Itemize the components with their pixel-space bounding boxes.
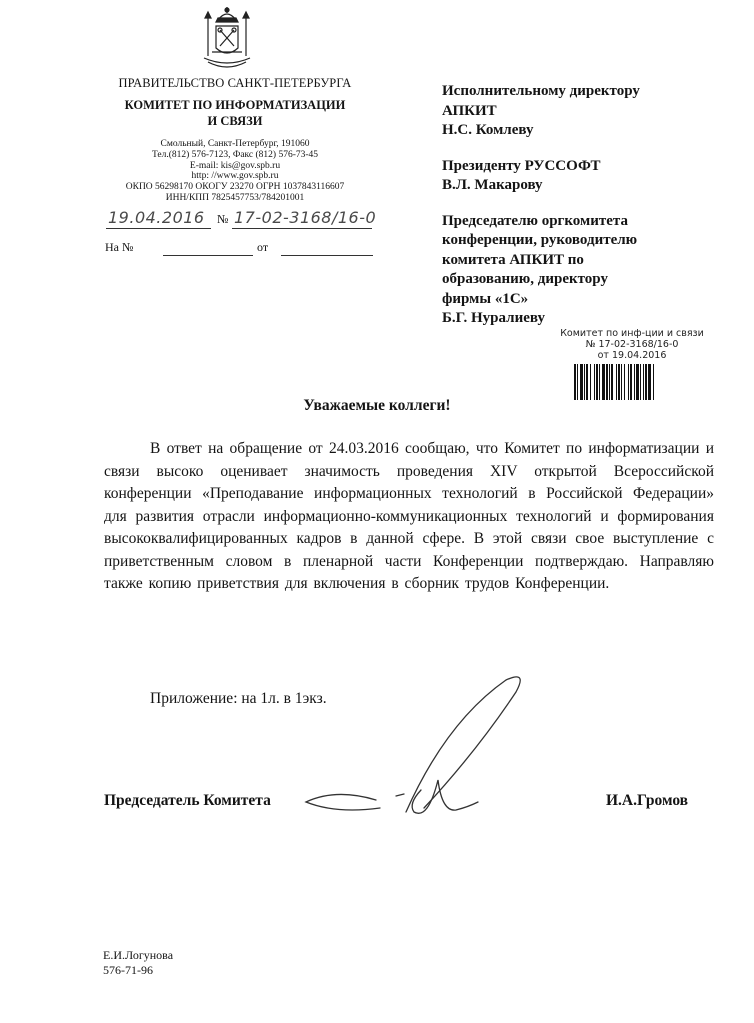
barcode-bar bbox=[602, 364, 605, 400]
barcode-bar bbox=[599, 364, 600, 400]
addressee-3 bbox=[442, 212, 732, 329]
barcode-bar bbox=[577, 364, 578, 400]
addressee-line: образованию, директору bbox=[442, 271, 608, 287]
reply-date-label: от bbox=[257, 240, 269, 254]
barcode-bar bbox=[624, 364, 625, 400]
addressees-block bbox=[442, 82, 732, 345]
barcode-bar bbox=[611, 364, 613, 400]
barcode-bar bbox=[618, 364, 620, 400]
barcode-bar bbox=[630, 364, 632, 400]
barcode-bar bbox=[636, 364, 639, 400]
letter-body: В ответ на обращение от 24.03.2016 сообщаю, что Комитет по информатизации и связи высоко оценивает значимость проведения XIV открытой Всероссийской конференции «Преподавание информационных технологий в Российской Федерации» для развития отрасли информационно-коммуникационных технологий и формирования высококвалифицированных кадров в данной сфере. В этой связи свое выступление с приветственным словом в пленарной части Конференции подтверждаю. Направляю также копию приветствия для включения в сборник трудов Конференции. bbox=[104, 440, 714, 592]
addressee-line: Н.С. Комлеву bbox=[442, 122, 534, 138]
signatory-title: Председатель Комитета bbox=[104, 792, 271, 809]
addressee-line: АПКИТ bbox=[442, 102, 497, 119]
barcode-bar bbox=[643, 364, 644, 400]
sender-phone-fax: Тел.(812) 576-7123, Факс (812) 576-73-45 bbox=[151, 149, 319, 160]
barcode-bar bbox=[621, 364, 622, 400]
barcode-image bbox=[574, 364, 690, 400]
salutation: Уважаемые коллеги! bbox=[303, 397, 451, 414]
barcode-bar bbox=[596, 364, 598, 400]
barcode-bar bbox=[580, 364, 583, 400]
addressee-1 bbox=[442, 82, 732, 141]
barcode-bar bbox=[628, 364, 629, 400]
sender-codes: ОКПО 56298170 ОКОГУ 23270 ОГРН 1037843116607 bbox=[125, 182, 345, 193]
reply-date-line bbox=[281, 255, 373, 256]
addressee-2 bbox=[442, 157, 732, 196]
addressee-line: фирмы «1С» bbox=[442, 290, 529, 307]
sender-block bbox=[100, 76, 370, 204]
stamp-number: № 17-02-3168/16-0 bbox=[585, 339, 679, 350]
signatory-name: И.А.Громов bbox=[606, 792, 689, 809]
barcode-bar bbox=[590, 364, 591, 400]
reply-number-line bbox=[163, 255, 253, 256]
outgoing-registration bbox=[104, 206, 384, 232]
barcode-bar bbox=[609, 364, 610, 400]
executor-name: Е.И.Логунова bbox=[103, 948, 174, 962]
sender-government: ПРАВИТЕЛЬСТВО САНКТ-ПЕТЕРБУРГА bbox=[118, 76, 352, 90]
addressee-line: комитета АПКИТ по bbox=[442, 251, 584, 268]
executor-phone: 576-71-96 bbox=[103, 963, 153, 977]
handwritten-signature bbox=[296, 662, 546, 832]
outgoing-date-line bbox=[106, 228, 211, 229]
stamp-organization: Комитет по инф-ции и связи bbox=[560, 328, 704, 339]
barcode-bar bbox=[616, 364, 617, 400]
reply-number-label: На № bbox=[105, 240, 134, 254]
barcode-bar bbox=[653, 364, 654, 400]
barcode-bar bbox=[574, 364, 576, 400]
coat-of-arms-emblem bbox=[196, 6, 258, 72]
executor-block bbox=[103, 948, 173, 978]
sender-address: Смольный, Санкт-Петербург, 191060 bbox=[160, 139, 310, 149]
barcode-bar bbox=[594, 364, 595, 400]
barcode-bar bbox=[645, 364, 647, 400]
registration-stamp bbox=[546, 328, 718, 408]
addressee-line: конференции, руководителю bbox=[442, 232, 638, 248]
sender-committee-line1: КОМИТЕТ ПО ИНФОРМАТИЗАЦИИ bbox=[124, 98, 346, 112]
sender-email: E-mail: kis@gov.spb.ru bbox=[189, 160, 281, 171]
addressee-line: В.Л. Макарову bbox=[442, 177, 543, 193]
barcode-bar bbox=[634, 364, 635, 400]
barcode-bar bbox=[640, 364, 641, 400]
addressee-line: Президенту РУССОФТ bbox=[442, 157, 601, 174]
outgoing-number-line bbox=[232, 228, 372, 229]
outgoing-number: 17-02-3168/16-0 bbox=[234, 208, 377, 227]
outgoing-number-sign: № bbox=[217, 212, 229, 226]
addressee-line: Председателю оргкомитета bbox=[442, 212, 628, 229]
sender-committee-line2: И СВЯЗИ bbox=[207, 114, 263, 128]
sender-inn: ИНН/КПП 7825457753/784201001 bbox=[165, 192, 305, 203]
barcode-bar bbox=[586, 364, 588, 400]
barcode-bar bbox=[606, 364, 608, 400]
addressee-line: Исполнительному директору bbox=[442, 83, 640, 99]
addressee-line: Б.Г. Нуралиеву bbox=[442, 310, 545, 326]
outgoing-date: 19.04.2016 bbox=[108, 208, 205, 227]
barcode-bar bbox=[584, 364, 585, 400]
stamp-date: от 19.04.2016 bbox=[597, 350, 667, 361]
barcode-bar bbox=[648, 364, 651, 400]
sender-web: http: //www.gov.spb.ru bbox=[191, 171, 279, 182]
reply-reference bbox=[105, 240, 385, 260]
attachment-note: Приложение: на 1л. в 1экз. bbox=[150, 690, 327, 707]
